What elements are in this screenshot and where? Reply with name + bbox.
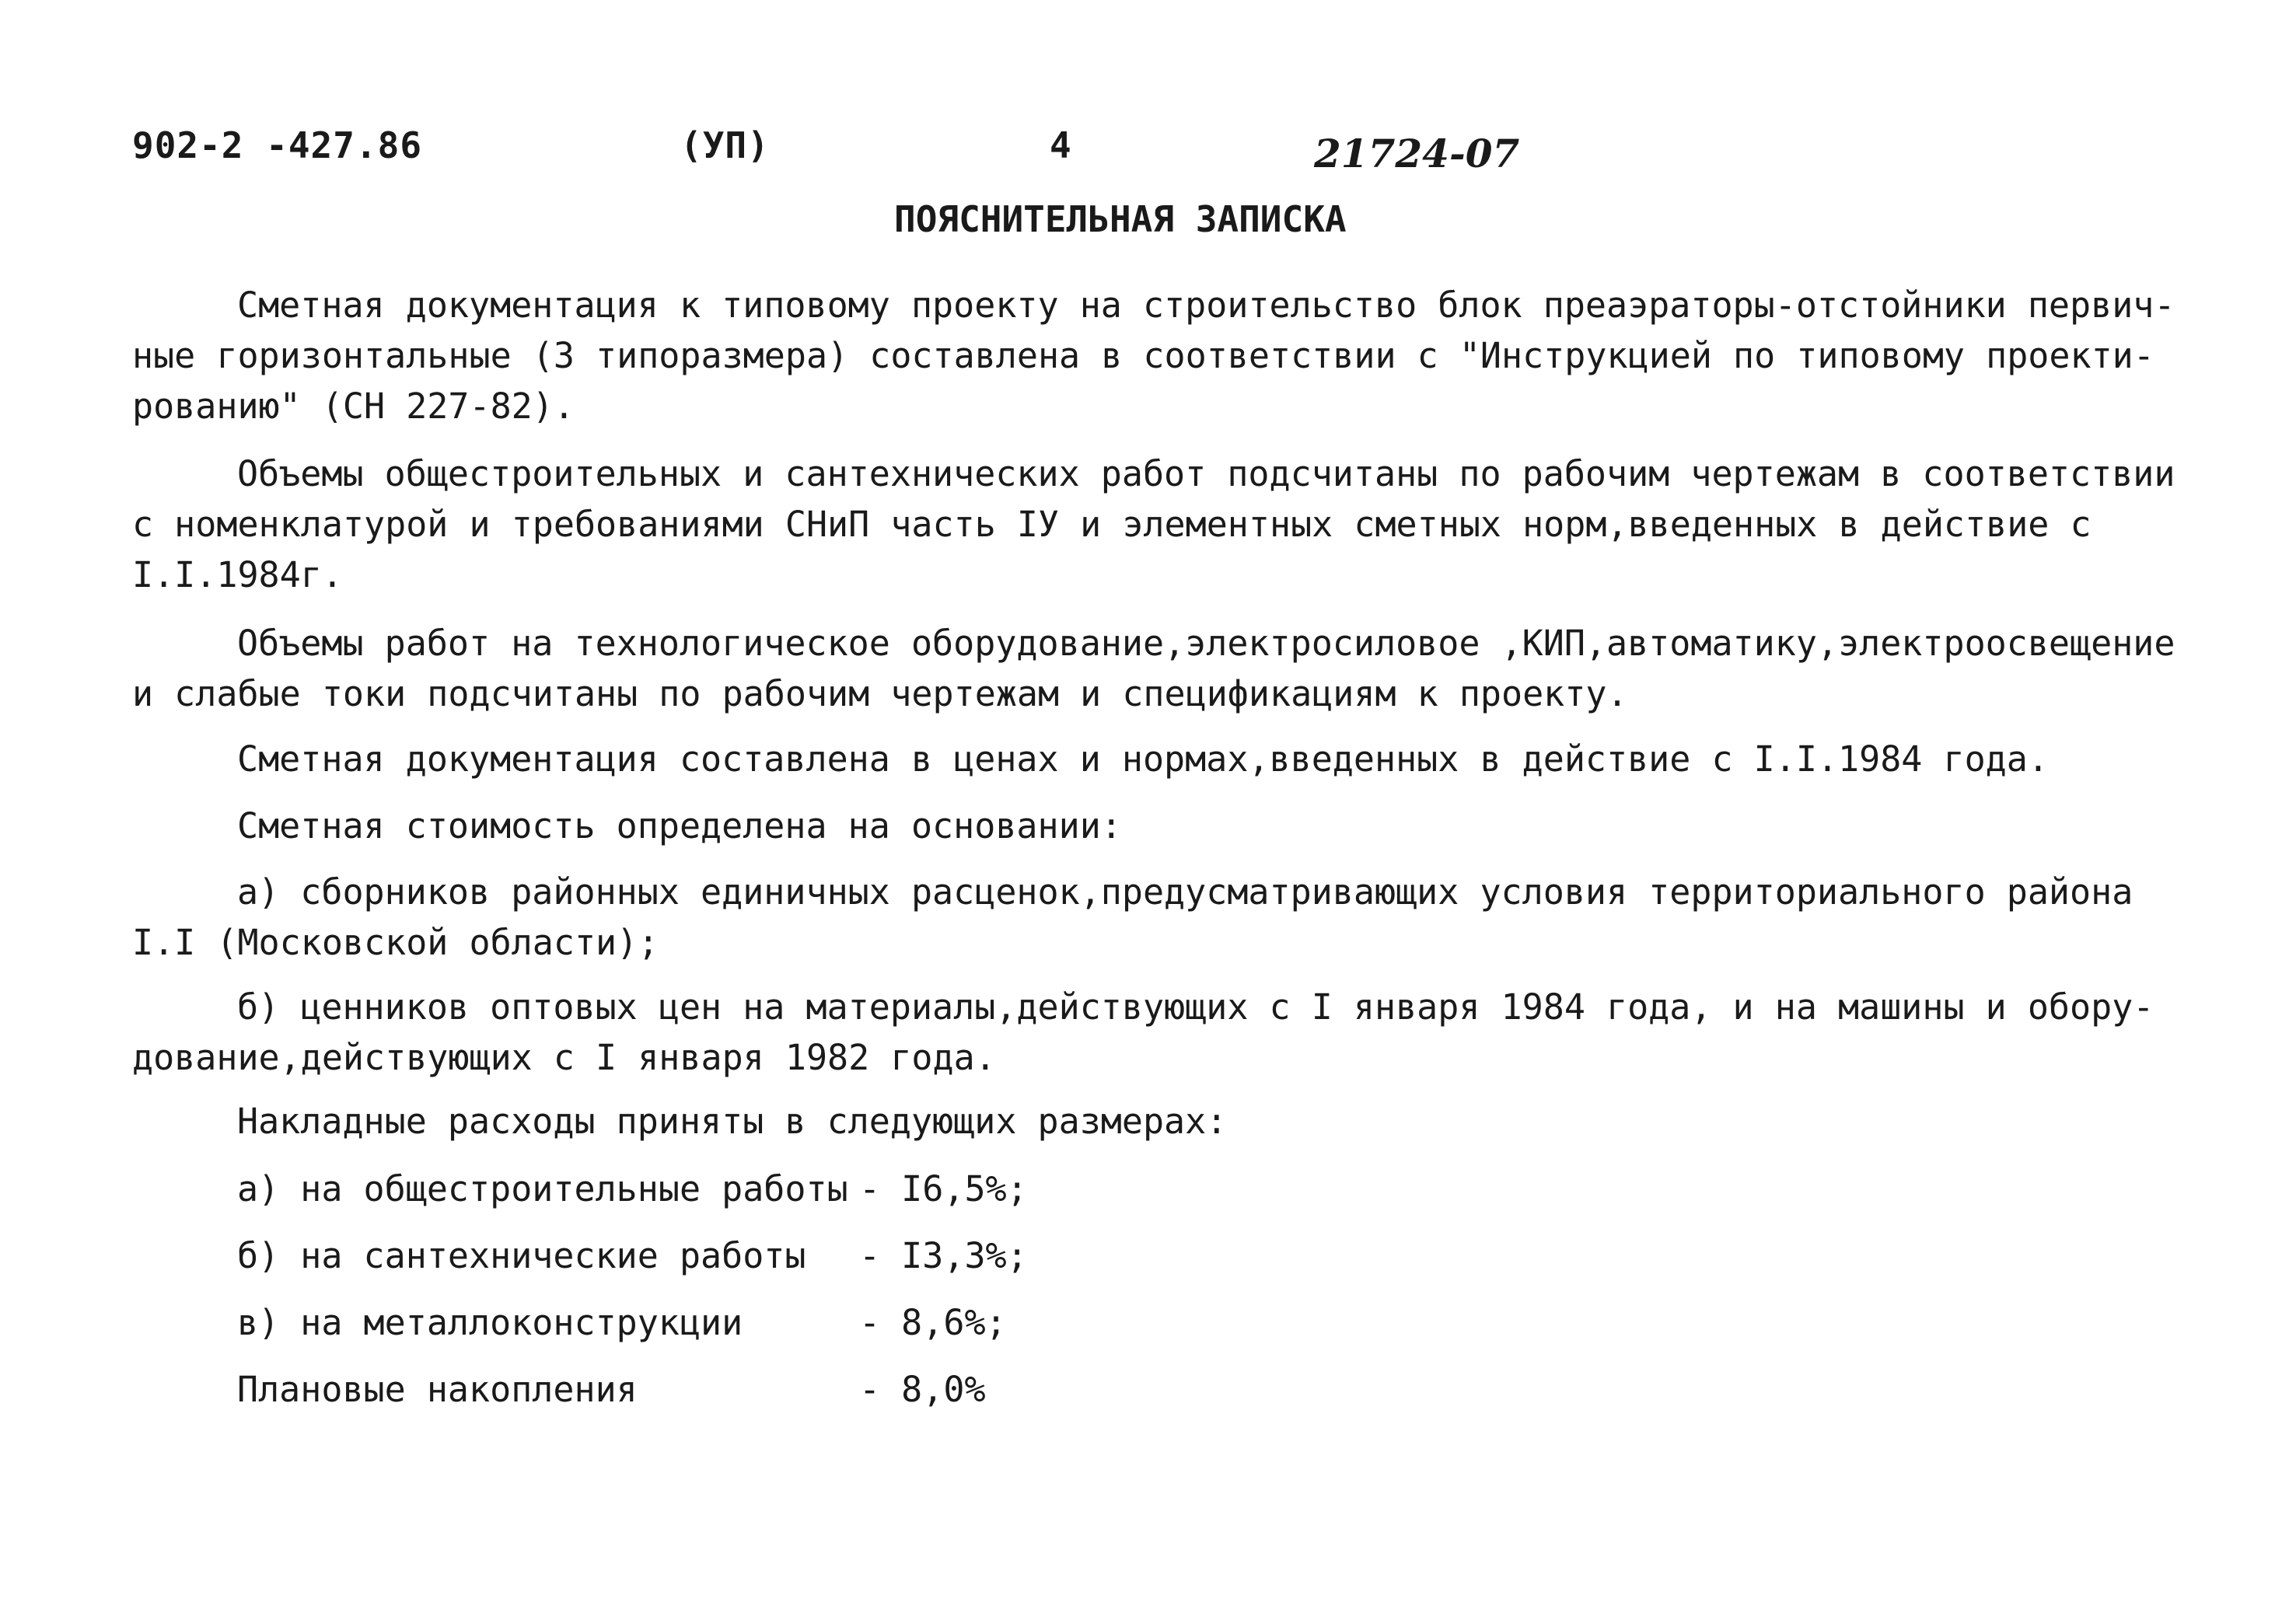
overhead-row [237,1164,1028,1214]
paragraph-line: Накладные расходы приняты в следующих размерах: [237,1101,1228,1142]
overhead-label: а) на общестроительные работы [237,1168,848,1209]
paragraph-line: а) сборников районных единичных расценок,предусматривающих условия территориального района [237,871,2133,913]
overhead-row [237,1297,1007,1348]
overhead-value: - 8,6%; [859,1302,1007,1343]
paragraph-line: рованию" (СН 227-82). [132,386,575,427]
paragraph-6 [132,867,2154,968]
paragraph-4 [132,734,2154,784]
paragraph-2 [132,449,2175,600]
paragraph-line: I.I (Московской области); [132,922,659,963]
overhead-value: - I3,3%; [859,1235,1028,1276]
paragraph-line: Объемы работ на технологическое оборудование,электросиловое ,КИП,автоматику,электроосвещение [237,623,2175,664]
paragraph-7 [132,982,2154,1083]
paragraph-8 [132,1096,2154,1147]
paragraph-line: дование,действующих с I января 1982 года. [132,1037,996,1078]
document-code: 902-2 -427.86 [132,124,423,166]
overhead-row [237,1230,1028,1281]
overhead-value: - I6,5%; [859,1168,1028,1209]
paragraph-line: I.I.1984г. [132,554,343,595]
overhead-label: Плановые накопления [237,1369,638,1410]
page-number: 4 [1050,124,1072,166]
handwritten-stamp-number: 21724-07 [1314,131,1520,176]
paragraph-5 [132,801,2154,851]
paragraph-line: с номенклатурой и требованиями СНиП часть IУ и элементных сметных норм,введенных в действие с [132,504,2092,545]
document-marker: (УП) [680,124,770,166]
overhead-label: в) на металлоконструкции [237,1302,743,1343]
paragraph-line: и слабые токи подсчитаны по рабочим чертежам и спецификациям к проекту. [132,673,1628,714]
paragraph-line: ные горизонтальные (3 типоразмера) составлена в соответствии с "Инструкцией по типовому проекти- [132,335,2154,376]
overhead-row [237,1364,986,1415]
paragraph-line: Сметная стоимость определена на основании: [237,805,1122,846]
overhead-value: - 8,0% [859,1369,986,1410]
overhead-label: б) на сантехнические работы [237,1235,806,1276]
paragraph-line: Объемы общестроительных и сантехнических работ подсчитаны по рабочим чертежам в соответствии [237,453,2175,494]
paragraph-3 [132,618,2175,719]
paragraph-line: Сметная документация к типовому проекту на строительство блок преаэраторы-отстойники первич- [237,284,2175,326]
page-title: ПОЯСНИТЕЛЬНАЯ ЗАПИСКА [894,198,1347,240]
paragraph-line: б) ценников оптовых цен на материалы,действующих с I января 1984 года, и на машины и обору- [237,986,2154,1028]
paragraph-1 [132,280,2175,431]
paragraph-line: Сметная документация составлена в ценах и нормах,введенных в действие с I.I.1984 года. [237,738,2049,780]
